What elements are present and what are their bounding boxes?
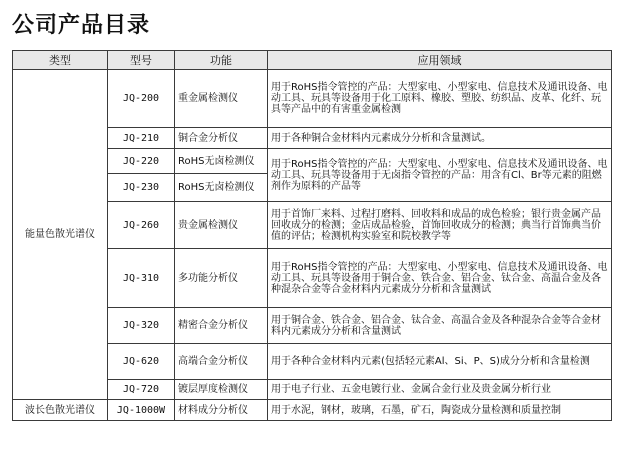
function-cell: 重金属检测仪 (175, 70, 268, 128)
application-cell: 用于铜合金、铁合金、铝合金、钛合金、高温合金及各种混杂合金等合金材料内元素成分分析和含量测试 (268, 308, 612, 344)
function-cell: 贵金属检测仪 (175, 202, 268, 249)
application-cell: 用于水泥，钢材，玻璃，石墨，矿石，陶瓷成分量检测和质量控制 (268, 400, 612, 421)
category-xrf: 能量色散光谱仪 (13, 70, 108, 400)
header-function: 功能 (175, 51, 268, 70)
category-wdxrf: 波长色散光谱仪 (13, 400, 108, 421)
application-cell: 用于首饰厂来料、过程打磨料、回收料和成品的成色检验；银行贵金属产品回收成分的检测；金店成品检验，首饰回收成分的检测；典当行首饰典当价值的评估；检测机构实验室和院校教学等 (268, 202, 612, 249)
application-cell: 用于电子行业、五金电镀行业、金属合金行业及贵金属分析行业 (268, 380, 612, 400)
function-cell: RoHS无卤检测仪 (175, 149, 268, 174)
header-model: 型号 (108, 51, 175, 70)
model-cell: JQ-210 (108, 128, 175, 149)
header-type: 类型 (13, 51, 108, 70)
function-cell: 多功能分析仪 (175, 249, 268, 308)
model-cell: JQ-720 (108, 380, 175, 400)
model-cell: JQ-310 (108, 249, 175, 308)
table-row (13, 400, 612, 421)
product-catalog-table (12, 50, 612, 421)
table-row (13, 70, 612, 128)
model-cell: JQ-220 (108, 149, 175, 174)
function-cell: 材料成分分析仪 (175, 400, 268, 421)
function-cell: 铜合金分析仪 (175, 128, 268, 149)
table-header-row (13, 51, 612, 70)
application-cell: 用于各种铜合金材料内元素成分分析和含量测试。 (268, 128, 612, 149)
model-cell: JQ-260 (108, 202, 175, 249)
page-title: 公司产品目录 (12, 13, 151, 38)
header-application: 应用领域 (268, 51, 612, 70)
application-cell: 用于各种合金材料内元素(包括轻元素Al、Si、P、S)成分分析和含量检测 (268, 344, 612, 380)
function-cell: 精密合金分析仪 (175, 308, 268, 344)
application-cell: 用于RoHS指令管控的产品：大型家电、小型家电、信息技术及通讯设备、电动工具、玩具等设备用于无卤指令管控的产品：用含有Cl、Br等元素的阻燃剂作为原料的产品等 (268, 149, 612, 202)
model-cell: JQ-620 (108, 344, 175, 380)
model-cell: JQ-1000W (108, 400, 175, 421)
application-cell: 用于RoHS指令管控的产品：大型家电、小型家电、信息技术及通讯设备、电动工具、玩具等设备用于化工原料、橡胶、塑胶、纺织品、皮革、化纤、玩具等产品中的有害重金属检测 (268, 70, 612, 128)
model-cell: JQ-230 (108, 174, 175, 202)
model-cell: JQ-320 (108, 308, 175, 344)
function-cell: RoHS无卤检测仪 (175, 174, 268, 202)
model-cell: JQ-200 (108, 70, 175, 128)
application-cell: 用于RoHS指令管控的产品：大型家电、小型家电、信息技术及通讯设备、电动工具、玩具等设备用于铜合金、铁合金、铝合金、钛合金、高温合金及各种混杂合金等合金材料内元素成分分析和含量测试 (268, 249, 612, 308)
function-cell: 高端合金分析仪 (175, 344, 268, 380)
function-cell: 镀层厚度检测仪 (175, 380, 268, 400)
